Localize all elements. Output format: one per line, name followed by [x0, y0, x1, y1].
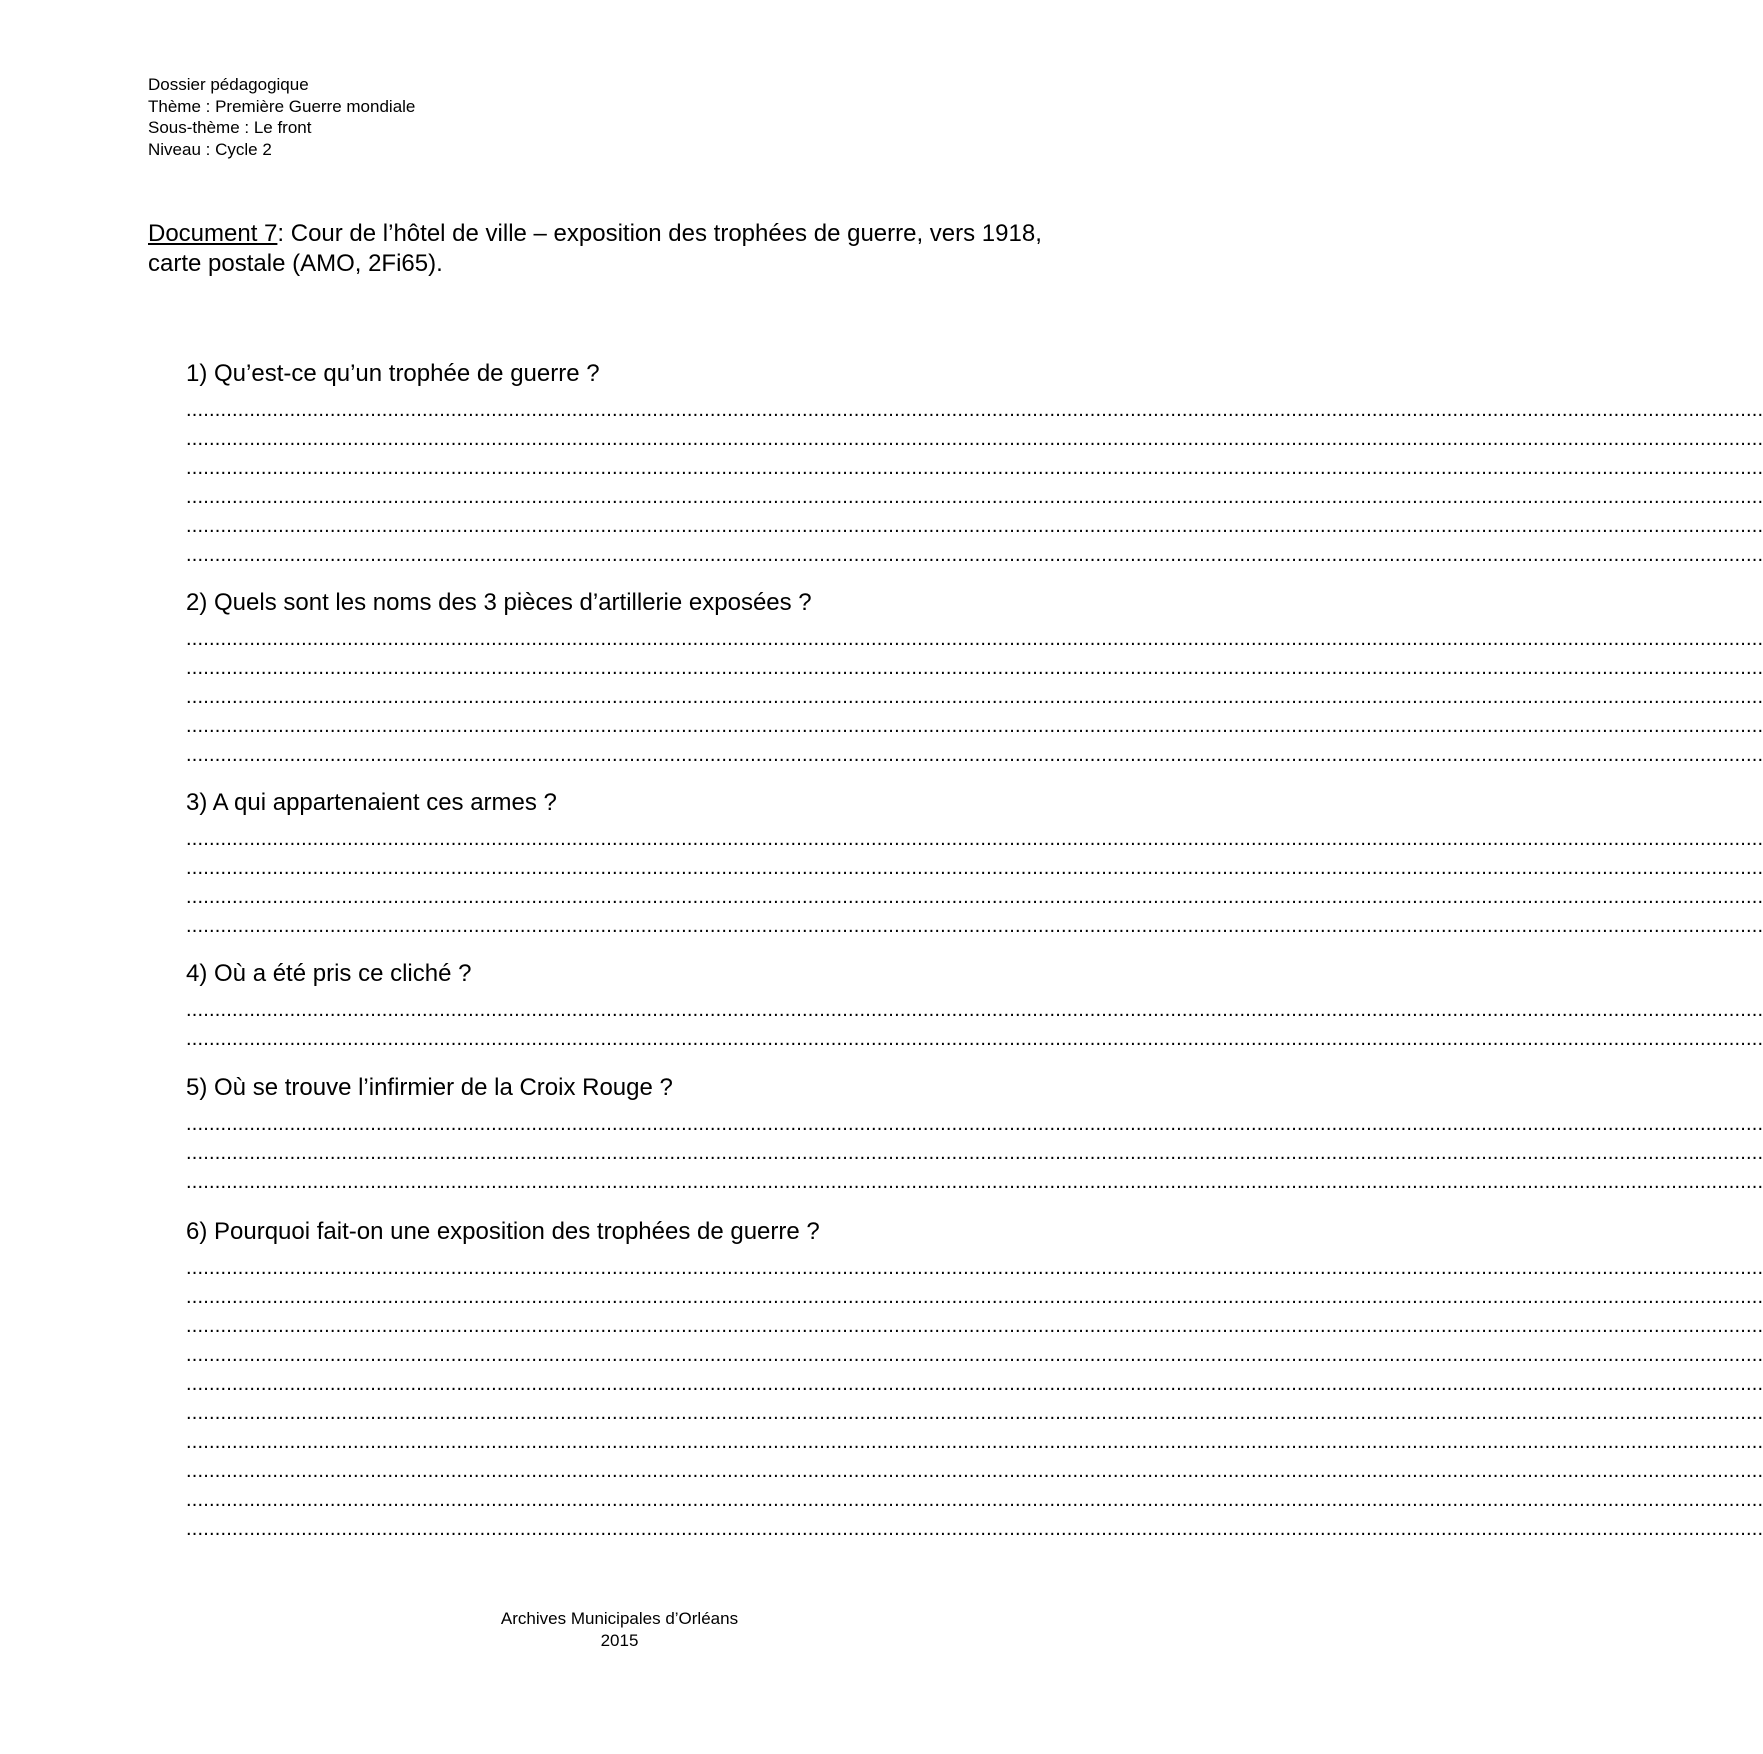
- answer-dots: ..................................................................................................................................................................................................................................................................................: [186, 399, 1763, 421]
- answer-line[interactable]: [186, 707, 1763, 737]
- question-block-2: [186, 588, 1763, 766]
- answer-line[interactable]: [186, 1452, 1763, 1482]
- answer-area-2[interactable]: [186, 620, 1763, 766]
- answer-dots: ..................................................................................................................................................................................................................................................................................: [186, 628, 1763, 650]
- header-theme: Thème : Première Guerre mondiale: [148, 96, 416, 116]
- answer-dots: ..................................................................................................................................................................................................................................................................................: [186, 1431, 1763, 1453]
- answer-dots: ..................................................................................................................................................................................................................................................................................: [186, 744, 1763, 766]
- answer-line[interactable]: [186, 820, 1763, 850]
- answer-line[interactable]: [186, 1020, 1763, 1050]
- answer-dots: ..................................................................................................................................................................................................................................................................................: [186, 886, 1763, 908]
- question-4: 4) Où a été pris ce cliché ?: [186, 960, 472, 987]
- answer-dots: ..................................................................................................................................................................................................................................................................................: [186, 1113, 1763, 1135]
- document-header: [148, 74, 415, 160]
- answer-dots: ..................................................................................................................................................................................................................................................................................: [186, 686, 1763, 708]
- header-niveau: Niveau : Cycle 2: [148, 139, 272, 159]
- answer-line[interactable]: [186, 536, 1763, 566]
- answer-area-1[interactable]: [186, 391, 1763, 566]
- answer-line[interactable]: [186, 1134, 1763, 1164]
- answer-dots: ..................................................................................................................................................................................................................................................................................: [186, 1344, 1763, 1366]
- answer-line[interactable]: [186, 878, 1763, 908]
- answer-dots: ..................................................................................................................................................................................................................................................................................: [186, 457, 1763, 479]
- answer-dots: ..................................................................................................................................................................................................................................................................................: [186, 544, 1763, 566]
- footer-institution: Archives Municipales d’Orléans: [500, 1609, 739, 1628]
- answer-dots: ..................................................................................................................................................................................................................................................................................: [186, 1028, 1763, 1050]
- answer-line[interactable]: [186, 736, 1763, 766]
- answer-line[interactable]: [186, 1510, 1763, 1540]
- answer-dots: ..................................................................................................................................................................................................................................................................................: [186, 1171, 1763, 1193]
- question-block-1: [186, 359, 1763, 566]
- answer-dots: ..................................................................................................................................................................................................................................................................................: [186, 915, 1763, 937]
- answer-line[interactable]: [186, 649, 1763, 679]
- answer-dots: ..................................................................................................................................................................................................................................................................................: [186, 999, 1763, 1021]
- question-1: 1) Qu’est-ce qu’un trophée de guerre ?: [186, 360, 600, 387]
- answer-line[interactable]: [186, 1481, 1763, 1511]
- answer-dots: ..................................................................................................................................................................................................................................................................................: [186, 1315, 1763, 1337]
- footer-year: 2015: [600, 1630, 639, 1650]
- answer-line[interactable]: [186, 478, 1763, 508]
- answer-dots: ..................................................................................................................................................................................................................................................................................: [186, 1460, 1763, 1482]
- answer-dots: ..................................................................................................................................................................................................................................................................................: [186, 486, 1763, 508]
- answer-dots: ..................................................................................................................................................................................................................................................................................: [186, 715, 1763, 737]
- answer-line[interactable]: [186, 991, 1763, 1021]
- header-sous-theme: Sous-thème : Le front: [148, 118, 312, 137]
- answer-line[interactable]: [186, 1365, 1763, 1395]
- answer-dots: ..................................................................................................................................................................................................................................................................................: [186, 1286, 1763, 1308]
- question-block-6: [186, 1217, 1763, 1540]
- answer-area-3[interactable]: [186, 820, 1763, 937]
- answer-dots: ..................................................................................................................................................................................................................................................................................: [186, 828, 1763, 850]
- answer-line[interactable]: [186, 849, 1763, 879]
- question-block-4: [186, 959, 1763, 1050]
- answer-line[interactable]: [186, 420, 1763, 450]
- answer-line[interactable]: [186, 449, 1763, 479]
- answer-dots: ..................................................................................................................................................................................................................................................................................: [186, 1257, 1763, 1279]
- answer-dots: ..................................................................................................................................................................................................................................................................................: [186, 515, 1763, 537]
- answer-line[interactable]: [186, 1105, 1763, 1135]
- answer-line[interactable]: [186, 907, 1763, 937]
- answer-dots: ..................................................................................................................................................................................................................................................................................: [186, 657, 1763, 679]
- document-title: [148, 219, 1088, 279]
- document-reference: Document 7: [148, 220, 278, 247]
- answer-line[interactable]: [186, 1163, 1763, 1193]
- answer-dots: ..................................................................................................................................................................................................................................................................................: [186, 1402, 1763, 1424]
- answer-dots: ..................................................................................................................................................................................................................................................................................: [186, 428, 1763, 450]
- document-caption: : Cour de l’hôtel de ville – exposition des trophées de guerre, vers 1918, carte postale (AMO, 2Fi65).: [148, 220, 1042, 277]
- answer-dots: ..................................................................................................................................................................................................................................................................................: [186, 1142, 1763, 1164]
- question-block-3: [186, 788, 1763, 937]
- answer-line[interactable]: [186, 1278, 1763, 1308]
- answer-dots: ..................................................................................................................................................................................................................................................................................: [186, 1373, 1763, 1395]
- answer-line[interactable]: [186, 1249, 1763, 1279]
- question-6: 6) Pourquoi fait-on une exposition des trophées de guerre ?: [186, 1218, 820, 1245]
- answer-line[interactable]: [186, 1394, 1763, 1424]
- answer-dots: ..................................................................................................................................................................................................................................................................................: [186, 1489, 1763, 1511]
- document-footer: [0, 1608, 1239, 1651]
- answer-line[interactable]: [186, 1336, 1763, 1366]
- answer-area-4[interactable]: [186, 991, 1763, 1050]
- answer-line[interactable]: [186, 507, 1763, 537]
- answer-dots: ..................................................................................................................................................................................................................................................................................: [186, 857, 1763, 879]
- answer-area-5[interactable]: [186, 1105, 1763, 1193]
- header-dossier: Dossier pédagogique: [148, 75, 309, 94]
- answer-dots: ..................................................................................................................................................................................................................................................................................: [186, 1518, 1763, 1540]
- question-3: 3) A qui appartenaient ces armes ?: [186, 789, 557, 816]
- answer-line[interactable]: [186, 1423, 1763, 1453]
- answer-line[interactable]: [186, 1307, 1763, 1337]
- question-2: 2) Quels sont les noms des 3 pièces d’artillerie exposées ?: [186, 589, 812, 616]
- answer-line[interactable]: [186, 620, 1763, 650]
- question-block-5: [186, 1073, 1763, 1193]
- answer-area-6[interactable]: [186, 1249, 1763, 1540]
- answer-line[interactable]: [186, 678, 1763, 708]
- question-5: 5) Où se trouve l’infirmier de la Croix Rouge ?: [186, 1074, 673, 1101]
- answer-line[interactable]: [186, 391, 1763, 421]
